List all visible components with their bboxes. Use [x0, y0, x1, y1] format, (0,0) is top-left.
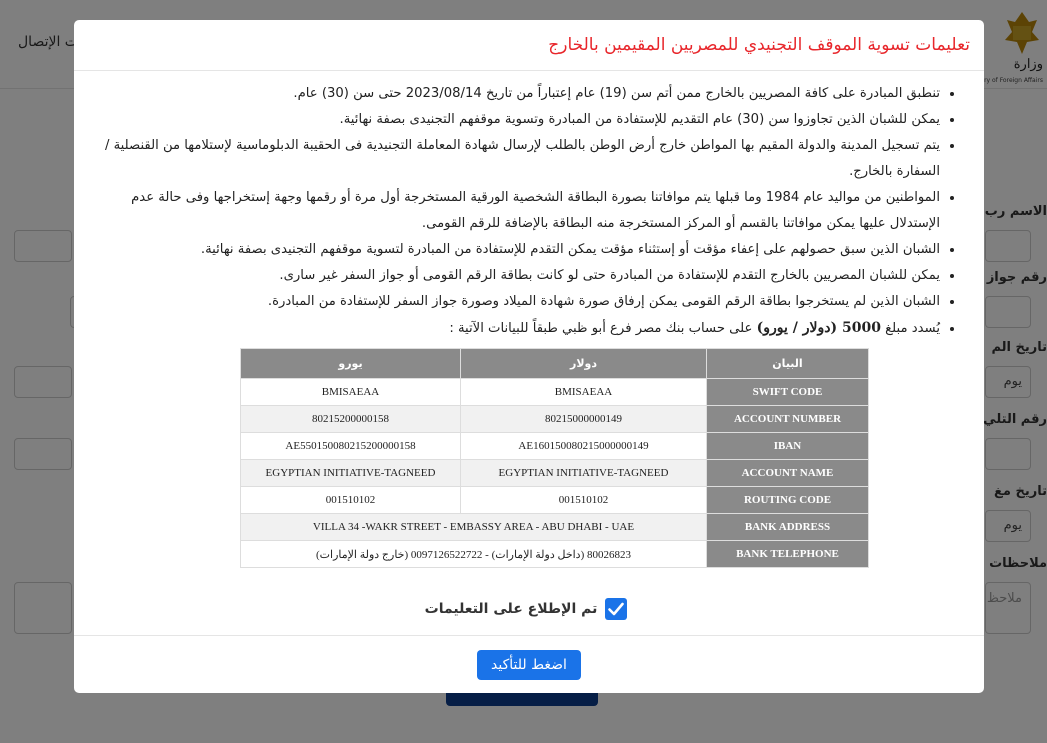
checkmark-icon: [608, 602, 624, 616]
list-item: • تنطبق المبادرة على كافة المصريين بالخارج ممن أتم سن (19) عام إعتباراً من تاريخ 2023/08/14 حتى سن (30) عام.: [94, 81, 940, 107]
table-row: [241, 487, 869, 514]
instructions-list: [94, 81, 958, 342]
list-item: • يمكن للشبان المصريين بالخارج التقدم للإستفادة من المبادرة حتى لو كانت بطاقة الرقم القومى أو جواز السفر غير سارى.: [94, 263, 940, 289]
list-item: • يتم تسجيل المدينة والدولة المقيم بها المواطن خارج أرض الوطن بالطلب لإرسال شهادة المعاملة التجنيدية فى الحقيبة الدبلوماسية لإستلامها من القنصلية / السفارة بالخارج.: [94, 133, 940, 185]
row-key: BANK ADDRESS: [707, 514, 869, 541]
acknowledge-checkbox[interactable]: [605, 598, 627, 620]
usd-value: AE160150080215000000149: [461, 433, 707, 460]
bank-address-value: VILLA 34 -WAKR STREET - EMBASSY AREA - ABU DHABI - UAE: [241, 514, 707, 541]
usd-value: BMISAEAA: [461, 379, 707, 406]
bank-details-table: [240, 348, 869, 568]
list-item: • الشبان الذين سبق حصولهم على إعفاء مؤقت أو إستثناء مؤقت يمكن التقدم للإستفادة من المبادرة لتسوية موقفهم التجنيدى بصفة نهائية.: [94, 237, 940, 263]
list-item: • الشبان الذين لم يستخرجوا بطاقة الرقم القومى يمكن إرفاق صورة شهادة الميلاد وصورة جواز السفر للإستفادة من المبادرة.: [94, 289, 940, 315]
table-row: [241, 514, 869, 541]
table-row: [241, 541, 869, 568]
eur-value: BMISAEAA: [241, 379, 461, 406]
acknowledge-row: [94, 598, 958, 620]
row-key: BANK TELEPHONE: [707, 541, 869, 568]
row-key: ACCOUNT NAME: [707, 460, 869, 487]
table-row: [241, 406, 869, 433]
modal-header: [74, 20, 984, 71]
eur-value: AE550150080215200000158: [241, 433, 461, 460]
usd-value: 001510102: [461, 487, 707, 514]
modal-body: [74, 71, 984, 620]
modal-title: تعليمات تسوية الموقف التجنيدي للمصريين المقيمين بالخارج: [548, 35, 970, 55]
table-row: [241, 433, 869, 460]
table-row: [241, 460, 869, 487]
payment-suffix: على حساب بنك مصر فرع أبو ظبي طبقاً للبيانات الآتية :: [449, 321, 753, 336]
confirm-button[interactable]: اضغط للتأكيد: [477, 650, 581, 680]
acknowledge-label[interactable]: تم الإطلاع على التعليمات: [424, 601, 598, 617]
instructions-modal: [74, 20, 984, 693]
eur-value: 80215200000158: [241, 406, 461, 433]
payment-prefix: يُسدد مبلغ: [885, 321, 940, 336]
eur-value: EGYPTIAN INITIATIVE-TAGNEED: [241, 460, 461, 487]
modal-footer: [74, 635, 984, 693]
table-row: [241, 379, 869, 406]
payment-amount: 5000 (دولار / يورو): [756, 320, 881, 336]
header-usd: دولار: [461, 349, 707, 379]
bank-telephone-value: 80026823 (داخل دولة الإمارات) - 0097126522722 (خارج دولة الإمارات): [241, 541, 707, 568]
list-item: • يمكن للشبان الذين تجاوزوا سن (30) عام التقديم للإستفادة من المبادرة وتسوية موقفهم التجنيدى بصفة نهائية.: [94, 107, 940, 133]
eur-value: 001510102: [241, 487, 461, 514]
usd-value: EGYPTIAN INITIATIVE-TAGNEED: [461, 460, 707, 487]
table-header-row: [241, 349, 869, 379]
list-item: • المواطنين من مواليد عام 1984 وما قبلها يتم موافاتنا بصورة البطاقة الشخصية الورقية المستخرجة أول مرة أو رقمها وجهة إستخراجها وفى حالة عدم الإستدلال عليها يمكن موافاتنا بالقسم أو المركز المستخرجة منه البطاقة بالإضافة للرقم القومى.: [94, 185, 940, 237]
payment-instruction: [94, 315, 940, 342]
row-key: ACCOUNT NUMBER: [707, 406, 869, 433]
header-statement: البيان: [707, 349, 869, 379]
row-key: ROUTING CODE: [707, 487, 869, 514]
header-eur: يورو: [241, 349, 461, 379]
row-key: SWIFT CODE: [707, 379, 869, 406]
usd-value: 80215000000149: [461, 406, 707, 433]
row-key: IBAN: [707, 433, 869, 460]
